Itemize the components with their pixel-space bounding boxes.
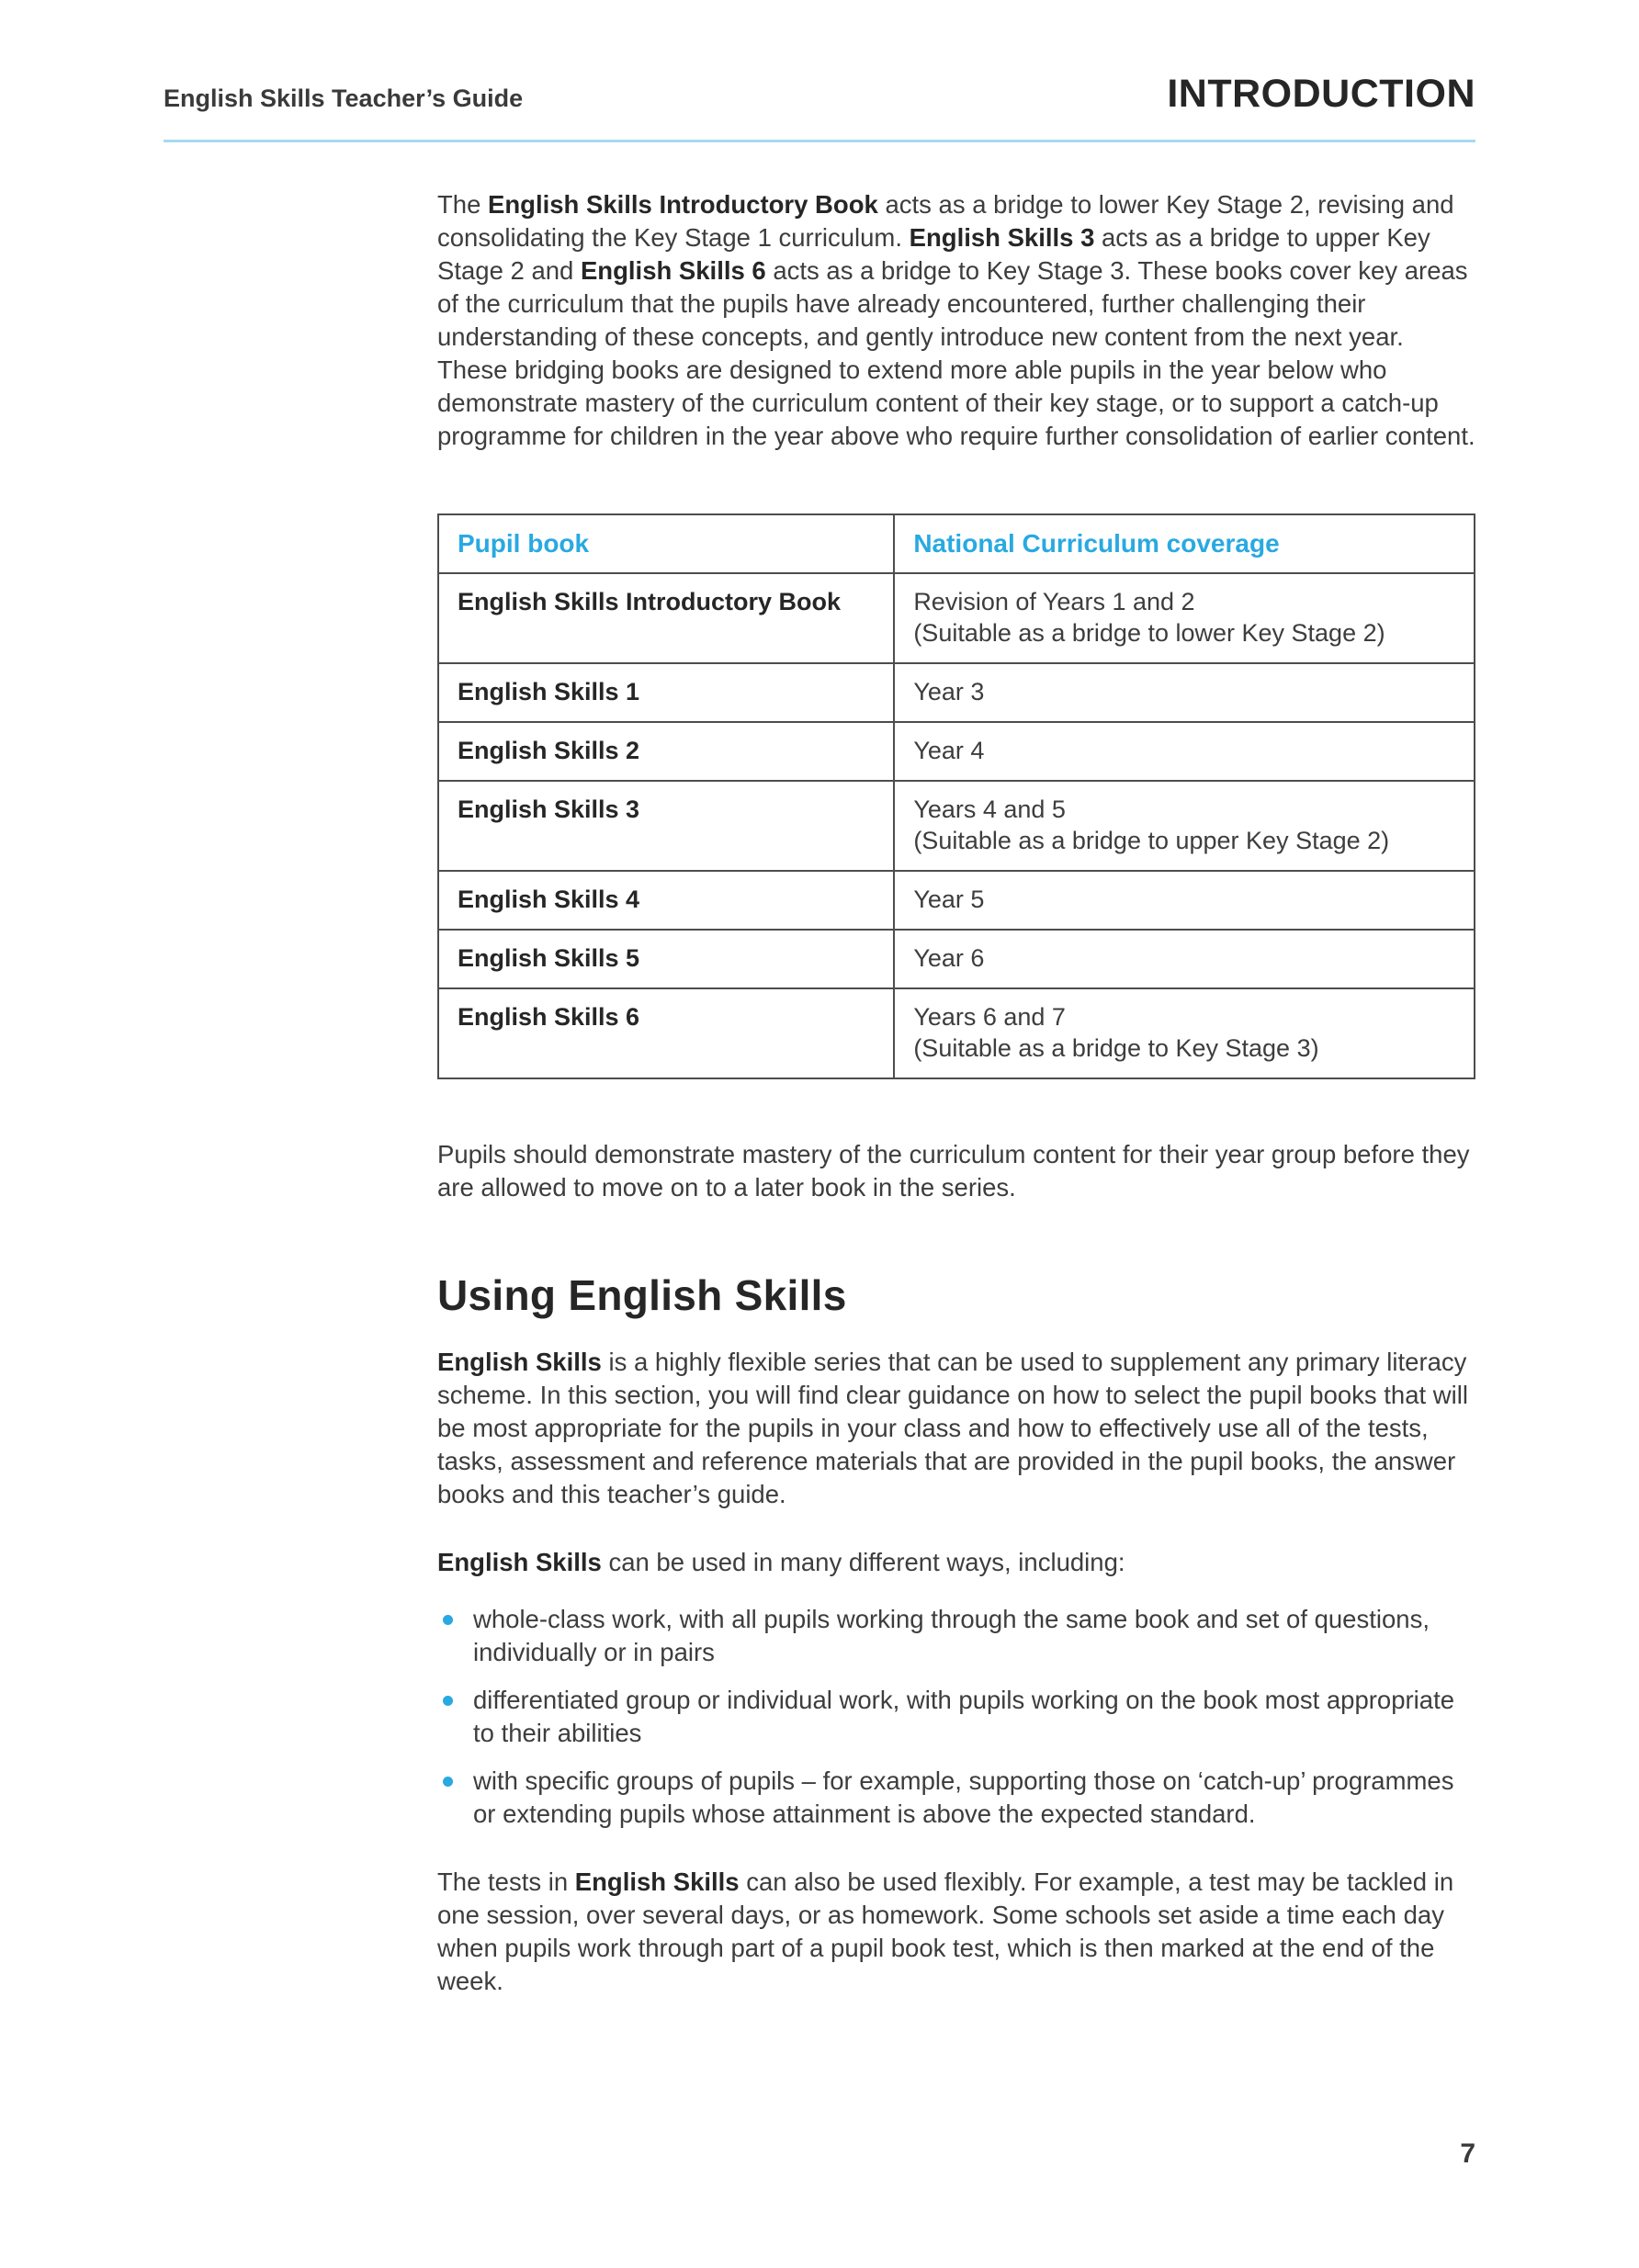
pupil-book-cell: English Skills 1: [438, 663, 894, 722]
bold-text-segment: English Skills: [437, 1348, 602, 1376]
bullet-icon: [443, 1696, 453, 1706]
pupil-book-cell: English Skills Introductory Book: [438, 573, 894, 663]
coverage-cell: [894, 573, 1475, 663]
coverage-note: (Suitable as a bridge to upper Key Stage 2): [913, 827, 1390, 854]
col-header-coverage: National Curriculum coverage: [894, 514, 1475, 573]
text-segment: acts as a bridge to Key Stage 3. These books cover key areas of the curriculum that the pupils have already encountered, further challenging their understanding of these concepts, and gently introduce new content from the next year. These bridging books are designed to extend more able pupils in the year below who demonstrate mastery of the curriculum content of their key stage, or to support a catch-up programme for children in the year above who require further consolidation of earlier content.: [437, 256, 1475, 450]
using-intro-paragraph: [437, 1346, 1475, 1511]
running-title: English Skills Teacher’s Guide: [164, 85, 524, 112]
text-segment: acts as a bridge to lower Key Stage 2, revising and consolidating the Key Stage 1 curriculum.: [437, 190, 1454, 252]
pupil-book-cell: English Skills 4: [438, 871, 894, 930]
table-row: [438, 988, 1475, 1078]
col-header-pupil-book: Pupil book: [438, 514, 894, 573]
pupil-book-cell: English Skills 2: [438, 722, 894, 781]
coverage-cell: [894, 871, 1475, 930]
bold-text-segment: English Skills: [437, 1548, 602, 1576]
bullet-text: differentiated group or individual work, with pupils working on the book most appropriate to their abilities: [473, 1686, 1455, 1747]
coverage-text: Revision of Years 1 and 2: [913, 588, 1195, 615]
text-segment: The: [437, 190, 489, 219]
table-row: [438, 573, 1475, 663]
coverage-text: Year 6: [913, 944, 985, 972]
coverage-text: Year 5: [913, 886, 985, 913]
text-segment: The tests in: [437, 1867, 575, 1896]
intro-paragraph: [437, 188, 1475, 453]
bullet-icon: [443, 1777, 453, 1787]
bold-text-segment: English Skills 6: [580, 256, 766, 285]
header-rule: [164, 140, 1475, 142]
coverage-text: Years 6 and 7: [913, 1003, 1066, 1031]
pupil-book-cell: English Skills 3: [438, 781, 894, 871]
text-segment: acts as a bridge to upper Key Stage 2 and: [437, 223, 1430, 285]
usage-bullet-list: [437, 1603, 1475, 1831]
bold-text-segment: English Skills: [574, 1867, 740, 1896]
text-segment: can also be used flexibly. For example, a test may be tackled in one session, over several days, or as homework. Some schools set aside a time each day when pupils work through part of a pupil book test, which is then marked at the end of the week.: [437, 1867, 1454, 1995]
table-header-row: [438, 514, 1475, 573]
table-row: [438, 930, 1475, 988]
text-segment: is a highly flexible series that can be used to supplement any primary literacy scheme. In this section, you will find clear guidance on how to select the pupil books that will be most appropriate for the pupils in your class and how to effectively use all of the tests, tasks, assessment and reference materials that are provided in the pupil books, the answer books and this teacher’s guide.: [437, 1348, 1468, 1508]
body-column: [437, 188, 1475, 1998]
coverage-note: (Suitable as a bridge to Key Stage 3): [913, 1034, 1319, 1062]
coverage-cell: [894, 930, 1475, 988]
coverage-note: (Suitable as a bridge to lower Key Stage 2): [913, 619, 1385, 647]
coverage-text: Year 3: [913, 678, 985, 705]
bullet-icon: [443, 1615, 453, 1625]
table-row: [438, 722, 1475, 781]
page-number: 7: [1460, 2138, 1475, 2169]
bold-text-segment: English Skills Introductory Book: [488, 190, 878, 219]
bullet-item: [437, 1603, 1475, 1669]
bold-text-segment: English Skills 3: [909, 223, 1095, 252]
chapter-title: INTRODUCTION: [1167, 72, 1475, 116]
pupil-book-cell: English Skills 5: [438, 930, 894, 988]
table-row: [438, 781, 1475, 871]
bullet-text: whole-class work, with all pupils working through the same book and set of questions, individually or in pairs: [473, 1605, 1430, 1666]
coverage-text: Years 4 and 5: [913, 795, 1066, 823]
page-header: [164, 72, 1475, 117]
bullet-item: [437, 1765, 1475, 1831]
bullet-text: with specific groups of pupils – for example, supporting those on ‘catch-up’ programmes or extending pupils whose attainment is above the expected standard.: [473, 1766, 1454, 1828]
text-segment: can be used in many different ways, including:: [601, 1548, 1125, 1576]
section-heading: Using English Skills: [437, 1271, 847, 1319]
coverage-cell: [894, 663, 1475, 722]
coverage-table: [437, 513, 1475, 1079]
table-row: [438, 663, 1475, 722]
bullet-item: [437, 1684, 1475, 1750]
table-row: [438, 871, 1475, 930]
mastery-paragraph: Pupils should demonstrate mastery of the curriculum content for their year group before they are allowed to move on to a later book in the series.: [437, 1140, 1470, 1202]
tests-paragraph: [437, 1866, 1475, 1998]
usage-lead-paragraph: [437, 1546, 1475, 1579]
coverage-cell: [894, 988, 1475, 1078]
pupil-book-cell: English Skills 6: [438, 988, 894, 1078]
coverage-text: Year 4: [913, 737, 985, 764]
coverage-cell: [894, 781, 1475, 871]
coverage-cell: [894, 722, 1475, 781]
